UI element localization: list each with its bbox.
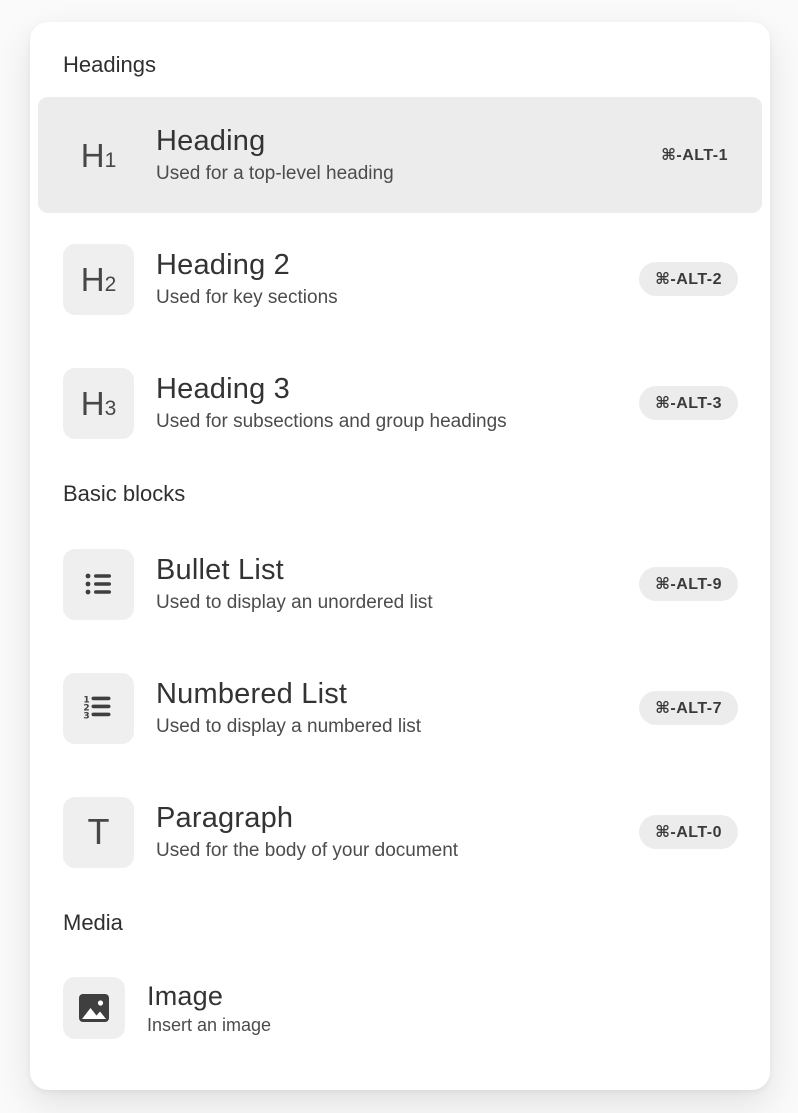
- svg-text:3: 3: [82, 711, 90, 722]
- item-description: Used for the body of your document: [156, 840, 459, 861]
- menu-item-numbered-list[interactable]: [38, 650, 762, 766]
- item-title: Heading 3: [156, 373, 291, 405]
- svg-text:2: 2: [82, 703, 90, 714]
- menu-item-heading-2[interactable]: [38, 221, 762, 337]
- menu-item-heading[interactable]: [38, 97, 762, 213]
- shortcut-badge: ⌘-ALT-2: [639, 262, 738, 296]
- section-basic-blocks: [63, 481, 737, 890]
- item-description: Insert an image: [147, 1014, 272, 1035]
- section-label: Headings: [63, 52, 156, 77]
- menu-item-bullet-list[interactable]: [38, 526, 762, 642]
- h2-icon: H 2: [63, 244, 134, 315]
- item-description: Used for subsections and group headings: [156, 411, 507, 432]
- item-title: Paragraph: [156, 802, 294, 834]
- menu-item-heading-3[interactable]: [38, 345, 762, 461]
- image-icon: [63, 977, 125, 1039]
- h1-icon: H 1: [80, 136, 117, 174]
- menu-item-image[interactable]: [38, 955, 762, 1061]
- shortcut-badge: ⌘-ALT-1: [661, 147, 728, 164]
- bullet-list-icon: [63, 549, 134, 620]
- svg-text:1: 1: [82, 695, 90, 706]
- section-label: Media: [63, 910, 123, 935]
- block-insert-menu: [30, 22, 770, 1090]
- item-description: Used for key sections: [156, 287, 338, 308]
- item-description: Used to display an unordered list: [156, 592, 433, 613]
- item-title: Image: [147, 980, 224, 1011]
- numbered-list-icon: [63, 673, 134, 744]
- section-label: Basic blocks: [63, 481, 186, 506]
- section-media: [63, 910, 737, 1061]
- h3-icon: H 3: [63, 368, 134, 439]
- item-description: Used for a top-level heading: [156, 163, 394, 184]
- shortcut-badge: ⌘-ALT-0: [639, 815, 738, 849]
- item-title: Bullet List: [156, 554, 284, 586]
- shortcut-badge: ⌘-ALT-3: [639, 386, 738, 420]
- item-description: Used to display a numbered list: [156, 716, 422, 737]
- item-title: Heading 2: [156, 249, 291, 281]
- shortcut-badge: ⌘-ALT-9: [639, 567, 738, 601]
- shortcut-badge: ⌘-ALT-7: [639, 691, 738, 725]
- section-headings: [63, 52, 737, 461]
- item-title: Heading: [156, 125, 266, 157]
- item-title: Numbered List: [156, 678, 348, 710]
- paragraph-icon: T: [63, 797, 134, 868]
- menu-item-paragraph[interactable]: [38, 774, 762, 890]
